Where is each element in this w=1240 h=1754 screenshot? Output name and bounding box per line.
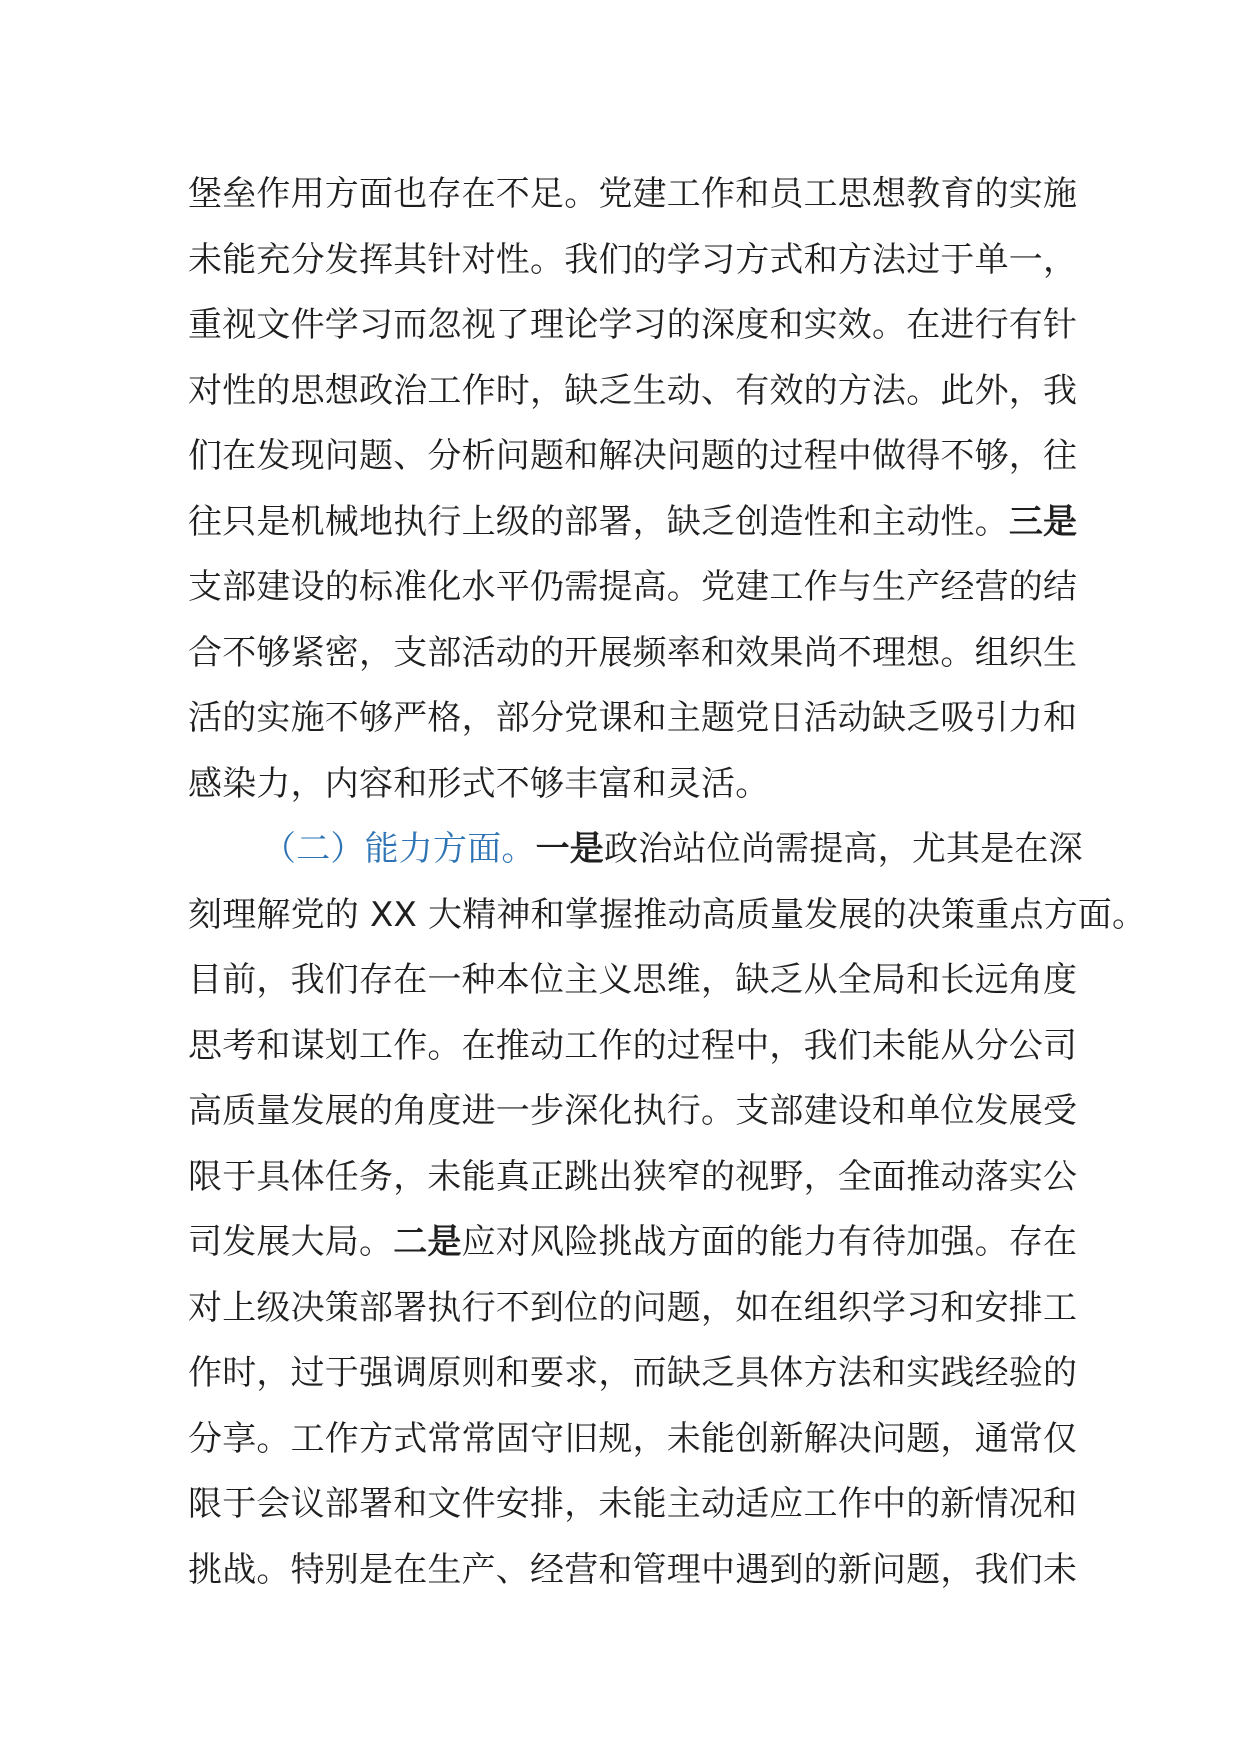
paragraph-line: [188, 1472, 1088, 1538]
paragraph-line: [188, 1210, 1088, 1276]
paragraph-line: [188, 1341, 1088, 1407]
text-run: 堡垒作用方面也存在不足。党建工作和员工思想教育的实施: [188, 174, 1078, 214]
text-run: 应对风险挑战方面的能力有待加强。存在: [461, 1222, 1078, 1262]
paragraph-line: [188, 424, 1088, 490]
section-heading: （二）能力方面。: [262, 829, 536, 869]
paragraph-line: [188, 752, 1088, 818]
text-run: 高质量发展的角度进一步深化执行。支部建设和单位发展受: [188, 1091, 1078, 1131]
section-heading-line: [188, 817, 1088, 883]
text-run: 限于具体任务，未能真正跳出狭窄的视野，全面推动落实公: [188, 1156, 1078, 1197]
point-marker-three: 三是: [1008, 501, 1078, 542]
paragraph-line: [188, 948, 1088, 1014]
paragraph-line: [188, 359, 1088, 425]
paragraph-line: [188, 228, 1088, 294]
paragraph-line: [188, 555, 1088, 621]
document-body: [188, 162, 1147, 1603]
paragraph-line: [188, 162, 1088, 228]
text-run: 未能充分发挥其针对性。我们的学习方式和方法过于单一，: [188, 239, 1078, 280]
paragraph-line: [188, 490, 1088, 556]
text-run: 限于会议部署和文件安排，未能主动适应工作中的新情况和: [188, 1484, 1078, 1524]
text-run: 支部建设的标准化水平仍需提高。党建工作与生产经营的结: [188, 567, 1078, 607]
paragraph-line: [188, 1538, 1088, 1604]
text-run: 作时，过于强调原则和要求，而缺乏具体方法和实践经验的: [188, 1353, 1078, 1393]
text-run: 思考和谋划工作。在推动工作的过程中，我们未能从分公司: [188, 1025, 1078, 1066]
point-marker-two: 二是: [393, 1222, 462, 1262]
text-run: 政治站位尚需提高，尤其是在深: [604, 829, 1083, 869]
text-run: 对性的思想政治工作时，缺乏生动、有效的方法。此外，我: [188, 370, 1078, 411]
text-run: 司发展大局。: [188, 1222, 394, 1262]
text-run: 刻理解党的 XX 大精神和掌握推动高质量发展的决策重点方面。: [188, 894, 1147, 935]
text-run: 活的实施不够严格，部分党课和主题党日活动缺乏吸引力和: [188, 698, 1078, 738]
paragraph-line: [188, 883, 1147, 949]
text-run: 合不够紧密，支部活动的开展频率和效果尚不理想。组织生: [188, 632, 1078, 673]
paragraph-line: [188, 293, 1088, 359]
paragraph-line: [188, 686, 1088, 752]
text-run: 挑战。特别是在生产、经营和管理中遇到的新问题，我们未: [188, 1549, 1078, 1590]
text-run: 感染力，内容和形式不够丰富和灵活。: [188, 763, 770, 804]
paragraph-line: [188, 1014, 1088, 1080]
paragraph-line: [188, 1407, 1088, 1473]
text-run: 目前，我们存在一种本位主义思维，缺乏从全局和长远角度: [188, 960, 1078, 1000]
point-marker-one: 一是: [535, 829, 605, 869]
text-run: 重视文件学习而忽视了理论学习的深度和实效。在进行有针: [188, 305, 1078, 345]
text-run: 往只是机械地执行上级的部署，缺乏创造性和主动性。: [188, 501, 1009, 542]
text-run: 们在发现问题、分析问题和解决问题的过程中做得不够，往: [188, 436, 1078, 476]
paragraph-line: [188, 1145, 1088, 1211]
paragraph-line: [188, 1276, 1088, 1342]
text-run: 对上级决策部署执行不到位的问题，如在组织学习和安排工: [188, 1287, 1078, 1328]
paragraph-line: [188, 621, 1088, 687]
text-run: 分享。工作方式常常固守旧规，未能创新解决问题，通常仅: [188, 1418, 1078, 1459]
paragraph-line: [188, 1079, 1088, 1145]
